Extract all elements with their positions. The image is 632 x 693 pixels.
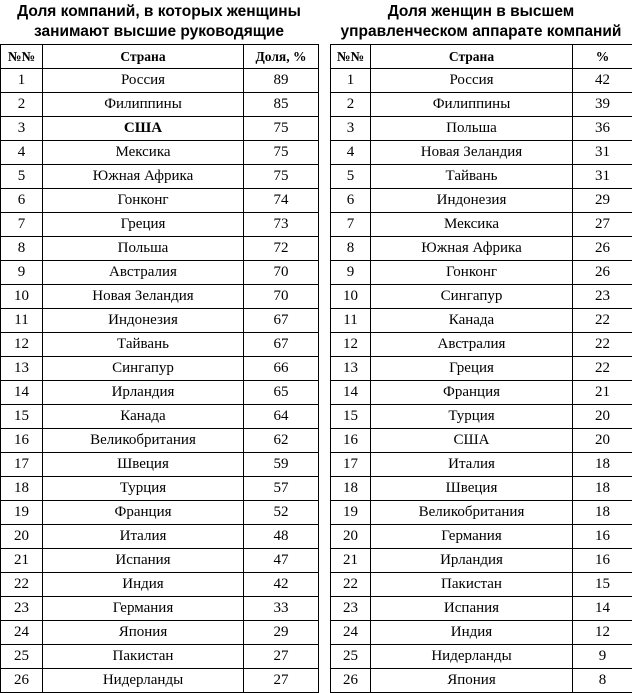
row-number: 8 <box>1 237 43 261</box>
country-name: Швеция <box>371 477 573 501</box>
row-number: 11 <box>331 309 371 333</box>
country-name: Россия <box>371 69 573 93</box>
row-number: 24 <box>331 621 371 645</box>
right-header-num: №№ <box>331 45 371 69</box>
right-title-line1: Доля женщин в высшем <box>387 3 575 20</box>
table-row <box>1 357 319 381</box>
table-row <box>1 285 319 309</box>
country-name: Япония <box>371 669 573 693</box>
row-number: 26 <box>1 669 43 693</box>
row-number: 15 <box>331 405 371 429</box>
country-name: Филиппины <box>371 93 573 117</box>
country-name: Ирландия <box>43 381 244 405</box>
table-row <box>331 69 632 93</box>
row-number: 18 <box>331 477 371 501</box>
row-number: 21 <box>1 549 43 573</box>
table-row <box>1 405 319 429</box>
row-number: 9 <box>1 261 43 285</box>
country-name: Пакистан <box>43 645 244 669</box>
row-number: 24 <box>1 621 43 645</box>
right-header-share: % <box>573 45 632 69</box>
country-name: Польша <box>43 237 244 261</box>
country-name: Испания <box>43 549 244 573</box>
table-row <box>331 381 632 405</box>
table-row <box>331 477 632 501</box>
country-name: Сингапур <box>371 285 573 309</box>
row-number: 13 <box>1 357 43 381</box>
share-value: 65 <box>244 381 319 405</box>
row-number: 19 <box>1 501 43 525</box>
row-number: 3 <box>1 117 43 141</box>
left-table-title <box>0 0 318 44</box>
table-row <box>1 117 319 141</box>
share-value: 26 <box>573 261 632 285</box>
table-row <box>331 261 632 285</box>
row-number: 6 <box>331 189 371 213</box>
share-value: 70 <box>244 285 319 309</box>
share-value: 74 <box>244 189 319 213</box>
table-row <box>1 597 319 621</box>
country-name: Южная Африка <box>371 237 573 261</box>
share-value: 36 <box>573 117 632 141</box>
table-row <box>1 621 319 645</box>
right-table <box>330 44 632 693</box>
table-row <box>331 501 632 525</box>
right-header-row <box>331 45 632 69</box>
share-value: 18 <box>573 453 632 477</box>
country-name: Тайвань <box>43 333 244 357</box>
table-row <box>331 645 632 669</box>
country-name: Франция <box>371 381 573 405</box>
country-name: Гонконг <box>371 261 573 285</box>
row-number: 10 <box>1 285 43 309</box>
country-name: США <box>371 429 573 453</box>
country-name: Новая Зеландия <box>43 285 244 309</box>
share-value: 22 <box>573 309 632 333</box>
table-row <box>331 117 632 141</box>
row-number: 20 <box>331 525 371 549</box>
share-value: 67 <box>244 333 319 357</box>
table-row <box>1 141 319 165</box>
share-value: 27 <box>573 213 632 237</box>
share-value: 29 <box>573 189 632 213</box>
share-value: 31 <box>573 141 632 165</box>
table-row <box>331 573 632 597</box>
row-number: 12 <box>1 333 43 357</box>
row-number: 13 <box>331 357 371 381</box>
table-row <box>331 141 632 165</box>
share-value: 42 <box>573 69 632 93</box>
row-number: 5 <box>1 165 43 189</box>
country-name: Гонконг <box>43 189 244 213</box>
left-title-line1: Доля компаний, в которых женщины <box>17 3 301 20</box>
share-value: 47 <box>244 549 319 573</box>
country-name: Нидерланды <box>43 669 244 693</box>
share-value: 16 <box>573 525 632 549</box>
country-name: Индонезия <box>371 189 573 213</box>
country-name: Индия <box>43 573 244 597</box>
country-name: Турция <box>371 405 573 429</box>
share-value: 16 <box>573 549 632 573</box>
country-name: Испания <box>371 597 573 621</box>
table-row <box>331 333 632 357</box>
row-number: 25 <box>1 645 43 669</box>
row-number: 4 <box>331 141 371 165</box>
country-name: Канада <box>371 309 573 333</box>
left-header-num: №№ <box>1 45 43 69</box>
country-name: Польша <box>371 117 573 141</box>
left-header-row <box>1 45 319 69</box>
table-row <box>1 261 319 285</box>
row-number: 16 <box>331 429 371 453</box>
row-number: 7 <box>331 213 371 237</box>
table-row <box>331 453 632 477</box>
left-header-country: Страна <box>43 45 244 69</box>
table-row <box>1 237 319 261</box>
left-table <box>0 44 319 693</box>
right-header-country: Страна <box>371 45 573 69</box>
share-value: 8 <box>573 669 632 693</box>
country-name: Индия <box>371 621 573 645</box>
table-row <box>1 429 319 453</box>
table-row <box>1 189 319 213</box>
country-name: Пакистан <box>371 573 573 597</box>
table-row <box>331 597 632 621</box>
country-name: Великобритания <box>371 501 573 525</box>
share-value: 59 <box>244 453 319 477</box>
share-value: 21 <box>573 381 632 405</box>
row-number: 25 <box>331 645 371 669</box>
table-row <box>1 549 319 573</box>
row-number: 7 <box>1 213 43 237</box>
country-name: Индонезия <box>43 309 244 333</box>
table-row <box>331 213 632 237</box>
row-number: 22 <box>331 573 371 597</box>
country-name: Мексика <box>371 213 573 237</box>
table-row <box>1 213 319 237</box>
country-name: Греция <box>43 213 244 237</box>
country-name: Греция <box>371 357 573 381</box>
row-number: 6 <box>1 189 43 213</box>
table-row <box>331 237 632 261</box>
table-row <box>1 381 319 405</box>
row-number: 9 <box>331 261 371 285</box>
table-row <box>331 429 632 453</box>
share-value: 20 <box>573 405 632 429</box>
right-title-line2: управленческом аппарате компаний <box>340 23 622 40</box>
table-row <box>1 453 319 477</box>
row-number: 4 <box>1 141 43 165</box>
table-row <box>1 333 319 357</box>
row-number: 11 <box>1 309 43 333</box>
table-row <box>1 93 319 117</box>
right-table-title <box>330 0 632 44</box>
table-row <box>331 93 632 117</box>
share-value: 72 <box>244 237 319 261</box>
table-row <box>331 189 632 213</box>
row-number: 14 <box>1 381 43 405</box>
row-number: 19 <box>331 501 371 525</box>
country-name: Турция <box>43 477 244 501</box>
row-number: 23 <box>331 597 371 621</box>
row-number: 18 <box>1 477 43 501</box>
row-number: 10 <box>331 285 371 309</box>
table-row <box>331 405 632 429</box>
country-name: Швеция <box>43 453 244 477</box>
share-value: 70 <box>244 261 319 285</box>
row-number: 8 <box>331 237 371 261</box>
row-number: 12 <box>331 333 371 357</box>
table-row <box>1 165 319 189</box>
share-value: 18 <box>573 477 632 501</box>
share-value: 22 <box>573 357 632 381</box>
country-name: Сингапур <box>43 357 244 381</box>
country-name: Италия <box>371 453 573 477</box>
country-name: Германия <box>43 597 244 621</box>
share-value: 73 <box>244 213 319 237</box>
share-value: 27 <box>244 645 319 669</box>
share-value: 39 <box>573 93 632 117</box>
table-row <box>331 669 632 693</box>
share-value: 14 <box>573 597 632 621</box>
country-name: Италия <box>43 525 244 549</box>
row-number: 2 <box>331 93 371 117</box>
share-value: 66 <box>244 357 319 381</box>
country-name: Германия <box>371 525 573 549</box>
table-row <box>331 357 632 381</box>
country-name: Нидерланды <box>371 645 573 669</box>
table-row <box>1 477 319 501</box>
share-value: 33 <box>244 597 319 621</box>
share-value: 22 <box>573 333 632 357</box>
share-value: 42 <box>244 573 319 597</box>
row-number: 1 <box>331 69 371 93</box>
share-value: 89 <box>244 69 319 93</box>
row-number: 20 <box>1 525 43 549</box>
share-value: 20 <box>573 429 632 453</box>
table-row <box>1 525 319 549</box>
share-value: 15 <box>573 573 632 597</box>
table-row <box>1 645 319 669</box>
country-name: США <box>43 117 244 141</box>
share-value: 48 <box>244 525 319 549</box>
row-number: 22 <box>1 573 43 597</box>
country-name: Великобритания <box>43 429 244 453</box>
share-value: 64 <box>244 405 319 429</box>
table-row <box>331 309 632 333</box>
country-name: Франция <box>43 501 244 525</box>
table-row <box>331 285 632 309</box>
share-value: 75 <box>244 165 319 189</box>
country-name: Новая Зеландия <box>371 141 573 165</box>
country-name: Австралия <box>371 333 573 357</box>
row-number: 15 <box>1 405 43 429</box>
row-number: 14 <box>331 381 371 405</box>
row-number: 2 <box>1 93 43 117</box>
table-row <box>331 621 632 645</box>
country-name: Тайвань <box>371 165 573 189</box>
row-number: 26 <box>331 669 371 693</box>
row-number: 16 <box>1 429 43 453</box>
share-value: 12 <box>573 621 632 645</box>
country-name: Мексика <box>43 141 244 165</box>
country-name: Ирландия <box>371 549 573 573</box>
country-name: Канада <box>43 405 244 429</box>
country-name: Южная Африка <box>43 165 244 189</box>
country-name: Филиппины <box>43 93 244 117</box>
share-value: 31 <box>573 165 632 189</box>
right-panel <box>330 0 632 693</box>
table-row <box>331 165 632 189</box>
share-value: 67 <box>244 309 319 333</box>
table-row <box>1 309 319 333</box>
share-value: 85 <box>244 93 319 117</box>
share-value: 26 <box>573 237 632 261</box>
row-number: 5 <box>331 165 371 189</box>
table-row <box>331 525 632 549</box>
share-value: 23 <box>573 285 632 309</box>
table-row <box>1 573 319 597</box>
country-name: Япония <box>43 621 244 645</box>
row-number: 17 <box>331 453 371 477</box>
share-value: 9 <box>573 645 632 669</box>
table-row <box>331 549 632 573</box>
row-number: 23 <box>1 597 43 621</box>
share-value: 29 <box>244 621 319 645</box>
share-value: 27 <box>244 669 319 693</box>
country-name: Россия <box>43 69 244 93</box>
row-number: 17 <box>1 453 43 477</box>
share-value: 75 <box>244 117 319 141</box>
row-number: 1 <box>1 69 43 93</box>
row-number: 3 <box>331 117 371 141</box>
table-row <box>1 501 319 525</box>
row-number: 21 <box>331 549 371 573</box>
table-row <box>1 669 319 693</box>
share-value: 18 <box>573 501 632 525</box>
table-row <box>1 69 319 93</box>
share-value: 52 <box>244 501 319 525</box>
left-title-line2: занимают высшие руководящие <box>33 23 284 40</box>
share-value: 57 <box>244 477 319 501</box>
left-header-share: Доля, % <box>244 45 319 69</box>
country-name: Австралия <box>43 261 244 285</box>
share-value: 75 <box>244 141 319 165</box>
share-value: 62 <box>244 429 319 453</box>
